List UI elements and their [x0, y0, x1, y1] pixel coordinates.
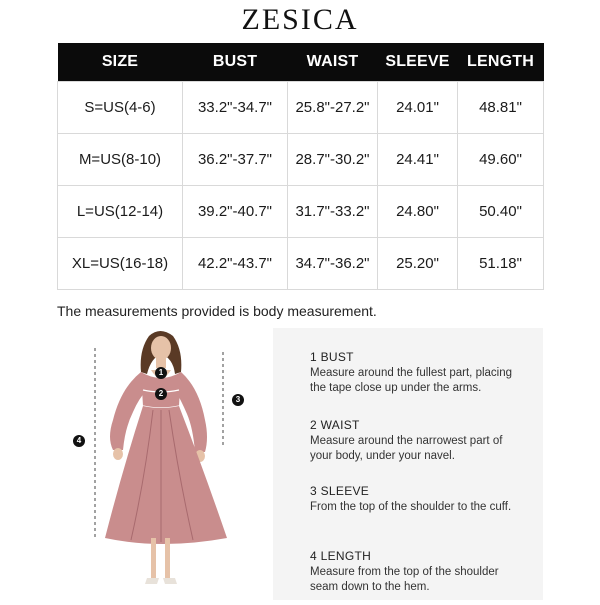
cell-length: 49.60" [458, 134, 544, 186]
table-row [58, 238, 544, 290]
measure-bust-title: 1 BUST [310, 350, 354, 364]
cell-length: 50.40" [458, 186, 544, 238]
measure-length [310, 549, 525, 595]
table-row [58, 82, 544, 134]
marker-bust: 1 [155, 367, 167, 379]
header-bust: BUST [183, 43, 288, 82]
dress-figure-panel [57, 328, 273, 600]
size-chart-table [57, 43, 544, 290]
cell-bust: 36.2"-37.7" [183, 134, 288, 186]
measure-waist [310, 418, 525, 464]
header-sleeve: SLEEVE [378, 43, 458, 82]
cell-sleeve: 24.80" [378, 186, 458, 238]
measure-sleeve-desc: From the top of the shoulder to the cuff. [310, 501, 512, 513]
cell-size: XL=US(16-18) [58, 238, 183, 290]
header-size: SIZE [58, 43, 183, 82]
header-length: LENGTH [458, 43, 544, 82]
marker-length: 4 [73, 435, 85, 447]
cell-sleeve: 25.20" [378, 238, 458, 290]
table-row [58, 134, 544, 186]
marker-waist: 2 [155, 388, 167, 400]
measure-bust-desc: Measure around the fullest part, placing the tape close up under the arms. [310, 367, 513, 394]
cell-waist: 25.8"-27.2" [288, 82, 378, 134]
measure-waist-title: 2 WAIST [310, 418, 360, 432]
cell-bust: 39.2"-40.7" [183, 186, 288, 238]
cell-waist: 28.7"-30.2" [288, 134, 378, 186]
measure-bust [310, 350, 525, 396]
measure-length-desc: Measure from the top of the shoulder seam down to the hem. [310, 566, 499, 593]
cell-size: S=US(4-6) [58, 82, 183, 134]
table-row [58, 186, 544, 238]
brand-logo: ZESICA [241, 3, 359, 36]
cell-bust: 33.2"-34.7" [183, 82, 288, 134]
cell-sleeve: 24.41" [378, 134, 458, 186]
cell-waist: 31.7"-33.2" [288, 186, 378, 238]
cell-length: 51.18" [458, 238, 544, 290]
measure-sleeve-title: 3 SLEEVE [310, 484, 370, 498]
cell-waist: 34.7"-36.2" [288, 238, 378, 290]
cell-sleeve: 24.01" [378, 82, 458, 134]
measurement-note: The measurements provided is body measurement. [57, 303, 377, 319]
cell-bust: 42.2"-43.7" [183, 238, 288, 290]
header-waist: WAIST [288, 43, 378, 82]
cell-size: M=US(8-10) [58, 134, 183, 186]
cell-size: L=US(12-14) [58, 186, 183, 238]
table-header-row [58, 43, 544, 82]
measure-sleeve [310, 484, 525, 515]
measure-length-title: 4 LENGTH [310, 549, 372, 563]
marker-sleeve: 3 [232, 394, 244, 406]
measurement-guide-panel [273, 328, 543, 600]
measure-waist-desc: Measure around the narrowest part of your body, under your navel. [310, 435, 503, 462]
cell-length: 48.81" [458, 82, 544, 134]
